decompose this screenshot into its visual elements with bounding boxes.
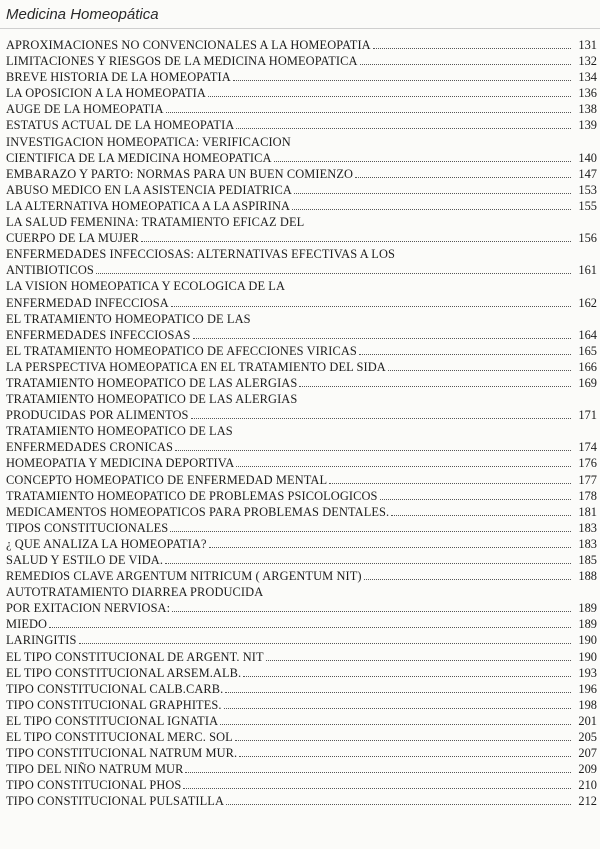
- header-rule: [0, 28, 600, 29]
- toc-entry-line: [6, 391, 597, 407]
- toc-entry: [6, 246, 597, 278]
- dot-leader: [388, 360, 571, 371]
- toc-entry-line: [6, 343, 597, 359]
- toc-entry-line: [6, 117, 597, 133]
- toc-page-number: 193: [578, 665, 597, 680]
- toc-entry: [6, 359, 597, 375]
- toc-page-number: 196: [578, 681, 597, 696]
- toc-entry-title: EL TRATAMIENTO HOMEOPATICO DE AFECCIONES VIRICAS: [6, 343, 357, 358]
- toc-entry-title: MEDICAMENTOS HOMEOPATICOS PARA PROBLEMAS DENTALES.: [6, 504, 390, 519]
- toc-entry-line: [6, 455, 597, 471]
- toc-entry: [6, 343, 597, 359]
- toc-entry-title: EL TIPO CONSTITUCIONAL MERC. SOL: [6, 730, 233, 745]
- toc-entry: [6, 616, 597, 632]
- dot-leader: [243, 666, 571, 677]
- toc-page-number: 153: [578, 182, 597, 197]
- toc-page-number: 176: [578, 456, 597, 471]
- toc-entry-title: ENFERMEDADES INFECCIOSAS: [6, 327, 191, 342]
- toc-entry-line: [6, 262, 597, 278]
- toc-entry-title: MIEDO: [6, 617, 48, 632]
- toc-page-number: 165: [578, 343, 597, 358]
- dot-leader: [209, 537, 571, 548]
- toc-entry-title: TIPO CONSTITUCIONAL PHOS: [6, 778, 182, 793]
- toc-entry: [6, 391, 597, 423]
- toc-page-number: 147: [578, 166, 597, 181]
- toc-entry: [6, 53, 597, 69]
- toc-page-number: 162: [578, 295, 597, 310]
- toc-entry: [6, 632, 597, 648]
- toc-page-number: 205: [578, 730, 597, 745]
- dot-leader: [225, 682, 571, 693]
- dot-leader: [294, 183, 571, 194]
- toc-entry-title: TIPOS CONSTITUCIONALES: [6, 520, 169, 535]
- toc-page-number: 190: [578, 633, 597, 648]
- toc-entry: [6, 278, 597, 310]
- toc-entry: [6, 455, 597, 471]
- dot-leader: [359, 344, 571, 355]
- dot-leader: [373, 38, 571, 49]
- toc-entry-line: [6, 745, 597, 761]
- toc-entry: [6, 166, 597, 182]
- toc-page-number: 177: [578, 472, 597, 487]
- toc-page-number: 207: [578, 746, 597, 761]
- dot-leader: [170, 521, 571, 532]
- toc-entry-line: [6, 504, 597, 520]
- dot-leader: [193, 328, 572, 339]
- toc-entry-line: [6, 793, 597, 809]
- toc-page-number: 185: [578, 553, 597, 567]
- toc-entry: [6, 777, 597, 793]
- dot-leader: [49, 617, 571, 628]
- toc-entry: [6, 69, 597, 85]
- dot-leader: [183, 778, 571, 789]
- dot-leader: [175, 440, 571, 451]
- toc-page-number: 132: [578, 54, 597, 69]
- toc-entry: [6, 552, 597, 568]
- toc-page-number: 161: [578, 263, 597, 278]
- toc-entry: [6, 649, 597, 665]
- toc-entry-line: [6, 150, 597, 166]
- toc-entry-title: LARINGITIS: [6, 633, 77, 648]
- toc-page-number: 188: [578, 569, 597, 584]
- toc-page-number: 171: [578, 408, 597, 423]
- toc-page-number: 212: [578, 794, 597, 809]
- dot-leader: [266, 650, 571, 661]
- toc-entry-line: [6, 359, 597, 375]
- toc-entry-line: [6, 214, 597, 230]
- toc-entry: [6, 375, 597, 391]
- toc-entry: [6, 214, 597, 246]
- toc-entry-line: [6, 278, 597, 294]
- dot-leader: [96, 263, 571, 274]
- toc-entry: [6, 665, 597, 681]
- dot-leader: [79, 633, 571, 644]
- dot-leader: [299, 376, 571, 387]
- dot-leader: [274, 151, 571, 162]
- toc-entry-line: [6, 439, 597, 455]
- toc-entry-title: TIPO CONSTITUCIONAL CALB.CARB.: [6, 681, 224, 696]
- dot-leader: [355, 167, 571, 178]
- toc-entry-title: ENFERMEDADES INFECCIOSAS: ALTERNATIVAS EFECTIVAS A LOS: [6, 247, 395, 262]
- toc-page-number: 189: [578, 601, 597, 616]
- toc-entry-title: EL TRATAMIENTO HOMEOPATICO DE LAS: [6, 311, 251, 326]
- dot-leader: [165, 553, 571, 564]
- toc-page-number: 178: [578, 488, 597, 503]
- toc-entry-line: [6, 520, 597, 536]
- toc-entry-title: LIMITACIONES Y RIESGOS DE LA MEDICINA HOMEOPATICA: [6, 54, 358, 69]
- toc-entry-line: [6, 182, 597, 198]
- toc-entry-title: APROXIMACIONES NO CONVENCIONALES A LA HOMEOPATIA: [6, 38, 371, 52]
- toc-entry-title: REMEDIOS CLAVE ARGENTUM NITRICUM ( ARGENTUM NIT): [6, 569, 362, 584]
- dot-leader: [141, 231, 571, 242]
- dot-leader: [208, 86, 571, 97]
- toc-entry-line: [6, 230, 597, 246]
- toc-entry: [6, 85, 597, 101]
- toc-entry-line: [6, 632, 597, 648]
- dot-leader: [185, 762, 571, 773]
- dot-leader: [166, 102, 571, 113]
- toc-entry: [6, 520, 597, 536]
- toc-entry: [6, 504, 597, 520]
- toc-entry: [6, 488, 597, 504]
- toc-entry-title: AUTOTRATAMIENTO DIARREA PRODUCIDA: [6, 585, 264, 600]
- toc-entry-title: AUGE DE LA HOMEOPATIA: [6, 102, 164, 117]
- toc-page-number: 189: [578, 617, 597, 632]
- toc-page-number: 166: [578, 359, 597, 374]
- toc-entry: [6, 729, 597, 745]
- dot-leader: [380, 489, 571, 500]
- toc-entry-line: [6, 311, 597, 327]
- toc-entry-line: [6, 407, 597, 423]
- toc-entry-line: [6, 777, 597, 793]
- toc-page-number: 198: [578, 697, 597, 712]
- toc-page-number: 155: [578, 198, 597, 213]
- toc-entry-title: SALUD Y ESTILO DE VIDA.: [6, 553, 164, 567]
- toc-entry-line: [6, 134, 597, 150]
- toc-entry-title: EL TIPO CONSTITUCIONAL IGNATIA: [6, 713, 219, 728]
- toc-entry-line: [6, 697, 597, 713]
- toc-entry-title: ESTATUS ACTUAL DE LA HOMEOPATIA: [6, 118, 235, 133]
- toc-entry-title: POR EXITACION NERVIOSA:: [6, 601, 171, 616]
- toc-entry: [6, 761, 597, 777]
- toc-entry-title: EL TIPO CONSTITUCIONAL DE ARGENT. NIT: [6, 649, 264, 664]
- toc-entry-title: LA OPOSICION A LA HOMEOPATIA: [6, 86, 206, 101]
- toc-entry: [6, 198, 597, 214]
- dot-leader: [236, 456, 571, 467]
- toc-entry-title: TIPO CONSTITUCIONAL PULSATILLA: [6, 794, 224, 809]
- dot-leader: [360, 54, 571, 65]
- dot-leader: [224, 698, 571, 709]
- toc-entry-line: [6, 246, 597, 262]
- toc-entry: [6, 536, 597, 552]
- toc-entry: [6, 697, 597, 713]
- dot-leader: [235, 730, 571, 741]
- toc-entry-title: CIENTIFICA DE LA MEDICINA HOMEOPATICA: [6, 150, 272, 165]
- toc-entry-line: [6, 568, 597, 584]
- toc-entry: [6, 101, 597, 117]
- toc-entry-line: [6, 85, 597, 101]
- toc-entry-line: [6, 649, 597, 665]
- toc-page-number: 139: [578, 118, 597, 133]
- dot-leader: [292, 199, 571, 210]
- toc-page-number: 201: [578, 713, 597, 728]
- toc-entry-line: [6, 375, 597, 391]
- toc-entry-line: [6, 552, 597, 568]
- toc-entry: [6, 182, 597, 198]
- toc-entry: [6, 745, 597, 761]
- toc-entry-title: ANTIBIOTICOS: [6, 263, 94, 278]
- toc-entry-line: [6, 198, 597, 214]
- toc-page-number: 134: [578, 70, 597, 85]
- toc-page-number: 138: [578, 102, 597, 117]
- toc-entry-title: TIPO DEL NIÑO NATRUM MUR: [6, 762, 184, 777]
- dot-leader: [329, 473, 571, 484]
- toc-entry-line: [6, 681, 597, 697]
- dot-leader: [220, 714, 571, 725]
- toc-entry-line: [6, 472, 597, 488]
- toc-entry-title: EL TIPO CONSTITUCIONAL ARSEM.ALB.: [6, 665, 242, 680]
- toc-page-number: 169: [578, 375, 597, 390]
- running-head: Medicina Homeopática: [6, 6, 159, 23]
- toc-entry-title: LA SALUD FEMENINA: TRATAMIENTO EFICAZ DEL: [6, 215, 305, 230]
- toc-entry-line: [6, 584, 597, 600]
- toc-entry-line: [6, 616, 597, 632]
- toc-entry-title: ENFERMEDADES CRONICAS: [6, 440, 173, 455]
- toc-entry-line: [6, 536, 597, 552]
- dot-leader: [364, 569, 571, 580]
- toc-page-number: 174: [578, 440, 597, 455]
- toc-page-number: 140: [578, 150, 597, 165]
- toc-entry: [6, 713, 597, 729]
- toc-entry-line: [6, 53, 597, 69]
- dot-leader: [191, 408, 571, 419]
- toc-entry: [6, 472, 597, 488]
- toc-entry-line: [6, 761, 597, 777]
- toc-entry-title: CUERPO DE LA MUJER: [6, 231, 139, 246]
- dot-leader: [226, 794, 571, 805]
- dot-leader: [391, 505, 571, 516]
- toc-entry-title: ENFERMEDAD INFECCIOSA: [6, 295, 169, 310]
- toc-entry-line: [6, 166, 597, 182]
- dot-leader: [172, 601, 571, 612]
- toc-entry-title: ABUSO MEDICO EN LA ASISTENCIA PEDIATRICA: [6, 182, 292, 197]
- toc-entry-title: LA PERSPECTIVA HOMEOPATICA EN EL TRATAMIENTO DEL SIDA: [6, 359, 386, 374]
- dot-leader: [171, 296, 571, 307]
- dot-leader: [239, 746, 571, 757]
- toc-entry-line: [6, 37, 597, 53]
- toc-page-number: 131: [578, 38, 597, 52]
- toc-entry-line: [6, 295, 597, 311]
- toc-entry: [6, 584, 597, 616]
- toc-page-number: 164: [578, 327, 597, 342]
- toc-entry-line: [6, 665, 597, 681]
- toc-entry-line: [6, 600, 597, 616]
- toc-entry-title: TRATAMIENTO HOMEOPATICO DE LAS: [6, 424, 233, 439]
- toc-page-number: 209: [578, 762, 597, 777]
- toc-entry: [6, 681, 597, 697]
- toc-page-number: 136: [578, 86, 597, 101]
- toc-entry-title: INVESTIGACION HOMEOPATICA: VERIFICACION: [6, 134, 291, 149]
- toc-entry-title: TIPO CONSTITUCIONAL NATRUM MUR.: [6, 746, 238, 761]
- toc-entry-line: [6, 713, 597, 729]
- toc-page-number: 190: [578, 649, 597, 664]
- toc-entry-title: LA VISION HOMEOPATICA Y ECOLOGICA DE LA: [6, 279, 286, 294]
- toc-entry: [6, 134, 597, 166]
- dot-leader: [236, 118, 571, 129]
- toc-entry-line: [6, 69, 597, 85]
- toc-entry-title: EMBARAZO Y PARTO: NORMAS PARA UN BUEN COMIENZO: [6, 166, 354, 181]
- toc-page-number: 181: [578, 504, 597, 519]
- table-of-contents: [6, 37, 597, 810]
- toc-entry-title: PRODUCIDAS POR ALIMENTOS: [6, 408, 189, 423]
- toc-entry-line: [6, 488, 597, 504]
- toc-entry: [6, 793, 597, 809]
- toc-entry-title: TRATAMIENTO HOMEOPATICO DE LAS ALERGIAS: [6, 392, 298, 407]
- toc-entry: [6, 311, 597, 343]
- toc-entry: [6, 117, 597, 133]
- toc-entry-title: HOMEOPATIA Y MEDICINA DEPORTIVA: [6, 456, 235, 471]
- toc-page-number: 183: [578, 536, 597, 551]
- toc-page-number: 210: [578, 778, 597, 793]
- toc-entry-title: CONCEPTO HOMEOPATICO DE ENFERMEDAD MENTAL: [6, 472, 328, 487]
- toc-entry-line: [6, 729, 597, 745]
- toc-entry-line: [6, 101, 597, 117]
- toc-entry-title: TIPO CONSTITUCIONAL GRAPHITES.: [6, 697, 222, 712]
- toc-entry: [6, 423, 597, 455]
- dot-leader: [233, 70, 571, 81]
- toc-entry-title: TRATAMIENTO HOMEOPATICO DE LAS ALERGIAS: [6, 375, 298, 390]
- toc-page-number: 183: [578, 520, 597, 535]
- toc-entry-title: TRATAMIENTO HOMEOPATICO DE PROBLEMAS PSICOLOGICOS: [6, 488, 378, 503]
- toc-entry: [6, 37, 597, 53]
- toc-entry-line: [6, 327, 597, 343]
- toc-entry-title: ¿ QUE ANALIZA LA HOMEOPATIA?: [6, 536, 207, 551]
- toc-entry-line: [6, 423, 597, 439]
- toc-entry-title: BREVE HISTORIA DE LA HOMEOPATIA: [6, 70, 231, 85]
- toc-entry: [6, 568, 597, 584]
- toc-entry-title: LA ALTERNATIVA HOMEOPATICA A LA ASPIRINA: [6, 198, 291, 213]
- toc-page-number: 156: [578, 231, 597, 246]
